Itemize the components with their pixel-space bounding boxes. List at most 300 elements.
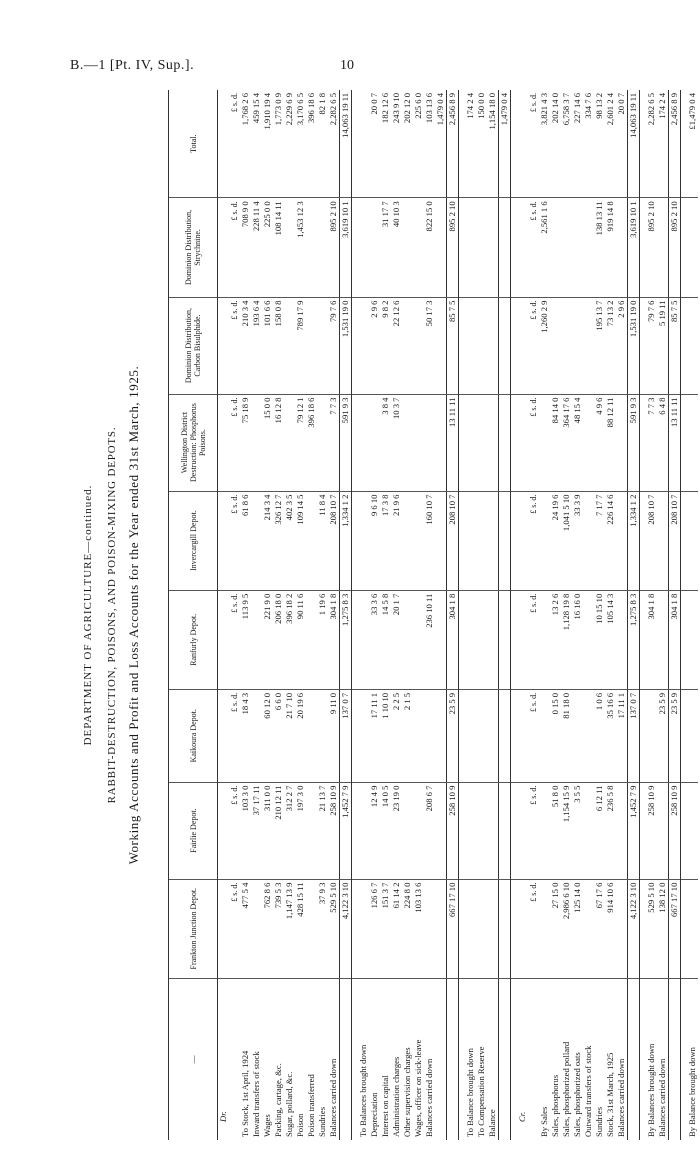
amount-cell: 81 18 0 [561, 689, 572, 782]
row-label [528, 978, 539, 1140]
amount-cell [517, 879, 528, 978]
amount-cell: 258 10 9 [669, 782, 681, 879]
amount-cell: 1,334 1 2 [340, 491, 352, 590]
amount-cell: 789 17 9 [295, 297, 306, 394]
amount-cell: 304 1 8 [447, 590, 459, 689]
amount-cell: 13 11 11 [669, 394, 681, 491]
amount-cell [583, 590, 594, 689]
amount-cell: 101 6 6 [262, 297, 273, 394]
amount-cell [687, 590, 698, 689]
amount-cell: 174 2 4 [657, 90, 669, 198]
amount-cell: 311 0 0 [262, 782, 273, 879]
amount-cell [583, 491, 594, 590]
amount-cell: 1,531 19 0 [340, 297, 352, 394]
amount-cell [218, 90, 230, 198]
amount-cell: 88 12 11 [605, 394, 616, 491]
amount-cell [487, 491, 499, 590]
amount-cell [413, 198, 424, 297]
amount-cell [499, 782, 511, 879]
amount-cell: 1,453 12 3 [295, 198, 306, 297]
amount-cell: 21 13 7 [317, 782, 328, 879]
amount-cell [413, 782, 424, 879]
row-label [628, 978, 640, 1140]
table-row [251, 90, 262, 1140]
amount-cell [284, 394, 295, 491]
amount-cell [687, 394, 698, 491]
amount-cell: 98 13 2 [594, 90, 605, 198]
table-row [380, 90, 391, 1140]
amount-cell: £ s. d. [229, 198, 240, 297]
amount-cell: 84 14 0 [550, 394, 561, 491]
amount-cell: 90 11 6 [295, 590, 306, 689]
table-body [218, 90, 699, 1140]
amount-cell [550, 198, 561, 297]
amount-cell [657, 491, 669, 590]
amount-cell: £ s. d. [229, 394, 240, 491]
amount-cell: 73 13 2 [605, 297, 616, 394]
amount-cell [251, 590, 262, 689]
amount-cell [561, 297, 572, 394]
amount-cell: 193 6 4 [251, 297, 262, 394]
amount-cell [413, 491, 424, 590]
table-row [413, 90, 424, 1140]
amount-cell: 2,561 1 6 [539, 198, 550, 297]
row-label: Cr. [517, 1111, 527, 1122]
row-label: Balances carried down [657, 1058, 667, 1137]
amount-cell: 4,122 3 10 [628, 879, 640, 978]
amount-cell: £ s. d. [528, 297, 539, 394]
amount-cell: 50 17 3 [424, 297, 435, 394]
amount-cell [402, 394, 413, 491]
amount-cell [218, 590, 230, 689]
amount-cell: 1,275 8 3 [340, 590, 352, 689]
amount-cell: 108 14 11 [273, 198, 284, 297]
amount-cell: 236 5 8 [605, 782, 616, 879]
table-row [295, 90, 306, 1140]
amount-cell [539, 590, 550, 689]
row-label: Sundries [317, 1106, 327, 1137]
rotated-table-area [80, 90, 697, 1140]
column-header: Dominion Distribution, Strychnine. [169, 198, 218, 297]
amount-cell [402, 198, 413, 297]
total-row [340, 90, 352, 1140]
table-row [402, 90, 413, 1140]
column-header-row [169, 90, 218, 1140]
amount-cell [465, 782, 476, 879]
amount-cell: 1,452 7 9 [340, 782, 352, 879]
amount-cell: 214 3 4 [262, 491, 273, 590]
amount-cell: 210 3 4 [240, 297, 251, 394]
amount-cell: 326 12 7 [273, 491, 284, 590]
row-label: Sundries [594, 1106, 604, 1137]
amount-cell: 20 0 7 [369, 90, 380, 198]
amount-cell [435, 491, 447, 590]
page-number: 10 [340, 58, 354, 73]
amount-cell [306, 297, 317, 394]
amount-cell [402, 782, 413, 879]
row-label: By Balances brought down [646, 1043, 656, 1137]
row-label: Poison [295, 1113, 305, 1137]
amount-cell [218, 689, 230, 782]
amount-cell [251, 394, 262, 491]
amount-cell [550, 297, 561, 394]
amount-cell [657, 782, 669, 879]
amount-cell: 15 0 0 [262, 394, 273, 491]
table-row [687, 90, 698, 1140]
title-block [80, 90, 158, 1140]
amount-cell: 225 0 0 [262, 198, 273, 297]
amount-cell [476, 590, 487, 689]
amount-cell [251, 689, 262, 782]
amount-cell: 914 10 6 [605, 879, 616, 978]
amount-cell: 210 12 11 [273, 782, 284, 879]
amount-cell: 225 6 0 [413, 90, 424, 198]
amount-cell: 9 11 0 [328, 689, 340, 782]
amount-cell: 895 2 10 [447, 198, 459, 297]
amount-cell: 79 7 6 [646, 297, 657, 394]
amount-cell [687, 198, 698, 297]
amount-cell [499, 491, 511, 590]
amount-cell: 40 10 3 [391, 198, 402, 297]
amount-cell: 2,456 8 9 [447, 90, 459, 198]
amount-cell [317, 198, 328, 297]
amount-cell: 258 10 9 [328, 782, 340, 879]
table-row [328, 90, 340, 1140]
amount-cell: 82 1 8 [317, 90, 328, 198]
amount-cell: 20 1 7 [391, 590, 402, 689]
amount-cell: 182 12 6 [380, 90, 391, 198]
amount-cell [487, 394, 499, 491]
amount-cell: 3,619 10 1 [340, 198, 352, 297]
amount-cell [616, 198, 628, 297]
amount-cell: 304 1 8 [646, 590, 657, 689]
amount-cell: 2,282 6 5 [328, 90, 340, 198]
amount-cell [218, 394, 230, 491]
amount-cell: 23 5 9 [447, 689, 459, 782]
table-row [358, 90, 369, 1140]
table-row [657, 90, 669, 1140]
row-label: Dr. [218, 1111, 228, 1122]
amount-cell: 304 1 8 [669, 590, 681, 689]
amount-cell: 137 0 7 [340, 689, 352, 782]
amount-cell: 2,456 8 9 [669, 90, 681, 198]
amount-cell: 14 0 5 [380, 782, 391, 879]
amount-cell: 202 12 0 [402, 90, 413, 198]
amount-cell: £ s. d. [229, 590, 240, 689]
amount-cell: 208 10 7 [669, 491, 681, 590]
amount-cell [657, 198, 669, 297]
amount-cell: 304 1 8 [328, 590, 340, 689]
amount-cell: 24 19 6 [550, 491, 561, 590]
amount-cell [572, 297, 583, 394]
amount-cell: 37 9 3 [317, 879, 328, 978]
amount-cell: 202 14 0 [550, 90, 561, 198]
amount-cell: 258 10 9 [646, 782, 657, 879]
amount-cell: 3,821 4 3 [539, 90, 550, 198]
row-label: Other supervision charges [402, 1047, 412, 1137]
amount-cell [539, 689, 550, 782]
amount-cell: 226 14 6 [605, 491, 616, 590]
amount-cell [435, 879, 447, 978]
row-label: Balances carried down [328, 1058, 338, 1137]
amount-cell: 364 17 6 [561, 394, 572, 491]
amount-cell [306, 590, 317, 689]
amount-cell: 1,275 8 3 [628, 590, 640, 689]
row-label [669, 978, 681, 1140]
amount-cell: 1,910 19 4 [262, 90, 273, 198]
amount-cell: 1,041 5 10 [561, 491, 572, 590]
amount-cell: 895 2 10 [328, 198, 340, 297]
amount-cell: 61 8 6 [240, 491, 251, 590]
amount-cell: 258 10 9 [447, 782, 459, 879]
amount-cell: 33 3 6 [369, 590, 380, 689]
amount-cell: 1,452 7 9 [628, 782, 640, 879]
row-label: To Stock, 1st April, 1924 [240, 1050, 250, 1137]
amount-cell [218, 198, 230, 297]
amount-cell [539, 879, 550, 978]
row-label [340, 978, 352, 1140]
amount-cell [499, 689, 511, 782]
amount-cell: £ s. d. [528, 394, 539, 491]
amount-cell: 2,282 6 5 [646, 90, 657, 198]
amount-cell: 1 10 10 [380, 689, 391, 782]
row-label: Balances carried down [424, 1058, 434, 1137]
amount-cell: 174 2 4 [465, 90, 476, 198]
amount-cell [583, 297, 594, 394]
amount-cell: £ s. d. [229, 879, 240, 978]
amount-cell: 895 2 10 [646, 198, 657, 297]
amount-cell [402, 491, 413, 590]
table-row [605, 90, 616, 1140]
amount-cell: 334 7 6 [583, 90, 594, 198]
amount-cell: 1,147 13 9 [284, 879, 295, 978]
amount-cell: £ s. d. [528, 879, 539, 978]
amount-cell [424, 879, 435, 978]
table-row [369, 90, 380, 1140]
amount-cell [476, 394, 487, 491]
amount-cell: 4 9 6 [594, 394, 605, 491]
amount-cell: 3 8 4 [380, 394, 391, 491]
amount-cell: 17 11 1 [369, 689, 380, 782]
section-subtitle: RABBIT-DESTRUCTION, POISONS, AND POISON-MIXING DEPOTS. [106, 426, 118, 804]
amount-cell: 1,531 19 0 [628, 297, 640, 394]
amount-cell: 708 9 0 [240, 198, 251, 297]
table-row [572, 90, 583, 1140]
amount-cell [499, 198, 511, 297]
amount-cell: 17 11 1 [616, 689, 628, 782]
amount-cell: 2 1 5 [402, 689, 413, 782]
amount-cell: 7 17 7 [594, 491, 605, 590]
amount-cell: 5 19 11 [657, 297, 669, 394]
amount-cell: £ s. d. [528, 689, 539, 782]
amount-cell: 2,986 6 10 [561, 879, 572, 978]
amount-cell: 591 9 3 [628, 394, 640, 491]
amount-cell: 103 13 6 [413, 879, 424, 978]
amount-cell [583, 198, 594, 297]
amount-cell: 138 13 11 [594, 198, 605, 297]
amount-cell [358, 879, 369, 978]
amount-cell: 10 15 10 [594, 590, 605, 689]
amount-cell [358, 297, 369, 394]
amount-cell [435, 782, 447, 879]
amount-cell: 402 3 5 [284, 491, 295, 590]
page-reference: B.—1 [Pt. IV, Sup.]. [70, 58, 195, 73]
amount-cell: 103 3 0 [240, 782, 251, 879]
amount-cell [687, 879, 698, 978]
amount-cell [487, 782, 499, 879]
amount-cell: 224 8 0 [402, 879, 413, 978]
amount-cell [317, 297, 328, 394]
column-header: Total. [169, 90, 218, 198]
amount-cell: 243 9 10 [391, 90, 402, 198]
amount-cell [465, 491, 476, 590]
amount-cell [435, 394, 447, 491]
amount-cell [306, 782, 317, 879]
amount-cell: 236 10 11 [424, 590, 435, 689]
amount-cell [616, 590, 628, 689]
amount-cell: 195 13 7 [594, 297, 605, 394]
amount-cell: 919 14 8 [605, 198, 616, 297]
row-label: Wages, officer on sick-leave [413, 1039, 423, 1137]
amount-cell [435, 297, 447, 394]
amount-cell [687, 491, 698, 590]
amount-cell [487, 879, 499, 978]
amount-cell: 895 2 10 [669, 198, 681, 297]
amount-cell: 228 11 4 [251, 198, 262, 297]
table-row [284, 90, 295, 1140]
row-label: To Balance brought down [465, 1048, 475, 1137]
row-label: Interest on capital [380, 1075, 390, 1137]
amount-cell: 1,260 2 9 [539, 297, 550, 394]
amount-cell: 208 6 7 [424, 782, 435, 879]
amount-cell [517, 297, 528, 394]
amount-cell: £ s. d. [528, 491, 539, 590]
amount-cell: 16 16 0 [572, 590, 583, 689]
amount-cell [657, 590, 669, 689]
column-header: Kaikoura Depot. [169, 689, 218, 782]
amount-cell: 529 5 10 [328, 879, 340, 978]
amount-cell [616, 879, 628, 978]
amount-cell: 151 3 7 [380, 879, 391, 978]
amount-cell: 12 4 9 [369, 782, 380, 879]
amount-cell [465, 198, 476, 297]
amount-cell: 105 14 3 [605, 590, 616, 689]
amount-cell: 18 4 3 [240, 689, 251, 782]
row-label: Stock, 31st March, 1925 [605, 1052, 615, 1137]
amount-cell: 396 18 6 [306, 90, 317, 198]
amount-cell: 1 0 6 [594, 689, 605, 782]
row-label: To Balances brought down [358, 1044, 368, 1137]
amount-cell: 2 9 6 [616, 297, 628, 394]
table-row [646, 90, 657, 1140]
accounts-table [168, 90, 698, 1140]
amount-cell: 11 8 4 [317, 491, 328, 590]
amount-cell [358, 90, 369, 198]
amount-cell [517, 90, 528, 198]
row-label: Packing, cartage, &c. [273, 1063, 283, 1137]
row-label: Sales, phosphorus [550, 1074, 560, 1137]
amount-cell [317, 394, 328, 491]
amount-cell: 2 2 5 [391, 689, 402, 782]
amount-cell [487, 590, 499, 689]
amount-cell: 61 14 2 [391, 879, 402, 978]
table-row [561, 90, 572, 1140]
total-row [669, 90, 681, 1140]
table-row [435, 90, 447, 1140]
amount-cell: 10 3 7 [391, 394, 402, 491]
amount-cell: 158 0 8 [273, 297, 284, 394]
amount-cell [572, 689, 583, 782]
amount-cell: 160 10 7 [424, 491, 435, 590]
amount-cell: £ s. d. [528, 198, 539, 297]
amount-cell: 16 12 8 [273, 394, 284, 491]
amount-cell: 60 12 0 [262, 689, 273, 782]
amount-cell [465, 879, 476, 978]
amount-cell [687, 782, 698, 879]
row-label: By Sales [539, 1106, 549, 1137]
amount-cell: 1,128 19 8 [561, 590, 572, 689]
amount-cell: 6,758 3 7 [561, 90, 572, 198]
amount-cell [218, 782, 230, 879]
amount-cell [413, 394, 424, 491]
amount-cell [358, 491, 369, 590]
amount-cell: 762 8 6 [262, 879, 273, 978]
amount-cell: £ s. d. [528, 782, 539, 879]
amount-cell: 1,479 0 4 [435, 90, 447, 198]
table-row [476, 90, 487, 1140]
amount-cell: 9 6 10 [369, 491, 380, 590]
amount-cell [476, 879, 487, 978]
amount-cell [358, 198, 369, 297]
total-row [628, 90, 640, 1140]
table-row [306, 90, 317, 1140]
amount-cell: 1,334 1 2 [628, 491, 640, 590]
amount-cell: 85 7 5 [669, 297, 681, 394]
amount-cell: 20 0 7 [616, 90, 628, 198]
amount-cell [402, 297, 413, 394]
amount-cell: 208 10 7 [328, 491, 340, 590]
amount-cell [358, 782, 369, 879]
amount-cell: 667 17 10 [669, 879, 681, 978]
amount-cell [358, 590, 369, 689]
amount-cell [476, 198, 487, 297]
amount-cell: 6 12 11 [594, 782, 605, 879]
column-header: — [169, 978, 218, 1140]
amount-cell [465, 689, 476, 782]
side-label-row [218, 90, 230, 1140]
amount-cell: £ s. d. [528, 90, 539, 198]
row-label: Balances carried down [616, 1058, 626, 1137]
amount-cell [476, 689, 487, 782]
row-label: Wages [262, 1114, 272, 1137]
amount-cell: 48 15 4 [572, 394, 583, 491]
amount-cell: 591 9 3 [340, 394, 352, 491]
amount-cell [465, 297, 476, 394]
amount-cell [369, 198, 380, 297]
row-label: Administration charges [391, 1056, 401, 1137]
amount-cell [476, 782, 487, 879]
row-label: Sugar, pollard, &c. [284, 1071, 294, 1137]
amount-cell [402, 590, 413, 689]
amount-cell: £1,479 0 4 [687, 90, 698, 198]
amount-cell [435, 590, 447, 689]
amount-cell: 33 3 9 [572, 491, 583, 590]
amount-cell [218, 297, 230, 394]
amount-cell: 1 19 6 [317, 590, 328, 689]
amount-cell [583, 782, 594, 879]
amount-cell [369, 394, 380, 491]
amount-cell: 208 10 7 [646, 491, 657, 590]
